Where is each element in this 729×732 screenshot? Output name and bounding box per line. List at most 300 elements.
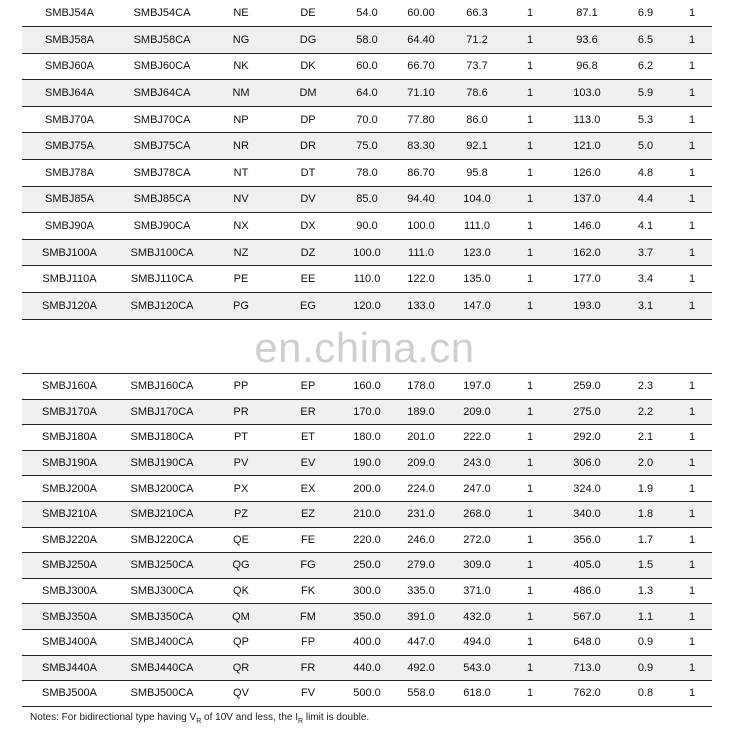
table-row <box>22 106 712 133</box>
table-cell: 340.0 <box>555 501 619 527</box>
table-cell: 64.40 <box>393 27 449 54</box>
table-cell: 1 <box>505 133 555 160</box>
table-cell: 1 <box>505 553 555 579</box>
table-cell: 126.0 <box>555 160 619 187</box>
table-cell: SMBJ110A <box>22 266 117 293</box>
table-cell: NE <box>207 0 275 27</box>
table-cell: 1 <box>672 239 712 266</box>
table-cell: 87.1 <box>555 0 619 27</box>
table-cell: 1 <box>672 374 712 400</box>
table-cell: QR <box>207 655 275 681</box>
table-cell: 391.0 <box>393 604 449 630</box>
table-cell: 5.3 <box>619 106 672 133</box>
table-cell: 5.9 <box>619 80 672 107</box>
table-row <box>22 133 712 160</box>
table-cell: 1 <box>672 604 712 630</box>
table-cell: 440.0 <box>341 655 393 681</box>
table-cell: 648.0 <box>555 629 619 655</box>
table-row <box>22 27 712 54</box>
table-cell: 121.0 <box>555 133 619 160</box>
table-cell: 170.0 <box>341 399 393 425</box>
table-cell: SMBJ160A <box>22 374 117 400</box>
table-cell: 1.3 <box>619 578 672 604</box>
table-cell: 1 <box>672 27 712 54</box>
table-cell: NZ <box>207 239 275 266</box>
table-row <box>22 374 712 400</box>
table-cell: 2.2 <box>619 399 672 425</box>
table-row <box>22 476 712 502</box>
table-cell: SMBJ160CA <box>117 374 207 400</box>
table-cell: EG <box>275 293 341 320</box>
table-cell: 93.6 <box>555 27 619 54</box>
table-cell: SMBJ170A <box>22 399 117 425</box>
table-row <box>22 450 712 476</box>
table-cell: 104.0 <box>449 186 505 213</box>
table-cell: SMBJ440CA <box>117 655 207 681</box>
table-cell: DX <box>275 213 341 240</box>
footnote-middle: of 10V and less, the I <box>201 712 298 723</box>
table-cell: 1.5 <box>619 553 672 579</box>
table-cell: 92.1 <box>449 133 505 160</box>
table-cell: PG <box>207 293 275 320</box>
table-cell: 494.0 <box>449 629 505 655</box>
table-row <box>22 186 712 213</box>
table-cell: QV <box>207 681 275 707</box>
table-cell: 197.0 <box>449 374 505 400</box>
table-cell: 1 <box>505 655 555 681</box>
table-cell: 90.0 <box>341 213 393 240</box>
table-row <box>22 425 712 451</box>
table-cell: PE <box>207 266 275 293</box>
table-cell: EP <box>275 374 341 400</box>
table-cell: NP <box>207 106 275 133</box>
table-cell: 77.80 <box>393 106 449 133</box>
table-cell: 3.4 <box>619 266 672 293</box>
table-cell: 1 <box>672 578 712 604</box>
table-cell: SMBJ70CA <box>117 106 207 133</box>
table-cell: 405.0 <box>555 553 619 579</box>
table-cell: 1 <box>672 425 712 451</box>
table-cell: SMBJ210A <box>22 501 117 527</box>
table-cell: NV <box>207 186 275 213</box>
table-cell: 95.8 <box>449 160 505 187</box>
table-cell: 268.0 <box>449 501 505 527</box>
table-cell: SMBJ300A <box>22 578 117 604</box>
table-cell: 1 <box>672 266 712 293</box>
table-cell: 558.0 <box>393 681 449 707</box>
table-cell: 1 <box>672 629 712 655</box>
table-cell: 1 <box>672 133 712 160</box>
table-cell: 70.0 <box>341 106 393 133</box>
table-cell: 432.0 <box>449 604 505 630</box>
table-cell: 292.0 <box>555 425 619 451</box>
table-cell: 193.0 <box>555 293 619 320</box>
footnote-sub-r1: R <box>196 718 202 725</box>
table-cell: 762.0 <box>555 681 619 707</box>
table-cell: SMBJ120A <box>22 293 117 320</box>
table-cell: 100.0 <box>393 213 449 240</box>
table-cell: 64.0 <box>341 80 393 107</box>
table-cell: SMBJ170CA <box>117 399 207 425</box>
table-cell: SMBJ60CA <box>117 53 207 80</box>
table-cell: SMBJ200A <box>22 476 117 502</box>
table-cell: SMBJ500CA <box>117 681 207 707</box>
table-cell: 6.5 <box>619 27 672 54</box>
table-cell: NT <box>207 160 275 187</box>
table-cell: SMBJ60A <box>22 53 117 80</box>
table-cell: 190.0 <box>341 450 393 476</box>
table-cell: DR <box>275 133 341 160</box>
table-cell: 1 <box>672 681 712 707</box>
table-cell: 133.0 <box>393 293 449 320</box>
table-cell: 1 <box>672 527 712 553</box>
table-cell: SMBJ78A <box>22 160 117 187</box>
table-cell: 1 <box>505 293 555 320</box>
table-cell: 209.0 <box>393 450 449 476</box>
table-cell: SMBJ100CA <box>117 239 207 266</box>
table-cell: PP <box>207 374 275 400</box>
table-cell: 75.0 <box>341 133 393 160</box>
table-cell: SMBJ190A <box>22 450 117 476</box>
table-row <box>22 578 712 604</box>
table-cell: SMBJ90A <box>22 213 117 240</box>
table-cell: 78.0 <box>341 160 393 187</box>
table-cell: 335.0 <box>393 578 449 604</box>
table-cell: SMBJ400CA <box>117 629 207 655</box>
table-cell: 78.6 <box>449 80 505 107</box>
table-cell: PZ <box>207 501 275 527</box>
table-cell: DK <box>275 53 341 80</box>
table-cell: 250.0 <box>341 553 393 579</box>
table-cell: 1 <box>505 374 555 400</box>
table-cell: 1 <box>672 53 712 80</box>
table-cell: 1 <box>505 80 555 107</box>
table-cell: SMBJ64A <box>22 80 117 107</box>
table-cell: 1 <box>505 476 555 502</box>
table-cell: FE <box>275 527 341 553</box>
table-cell: DV <box>275 186 341 213</box>
table-cell: QP <box>207 629 275 655</box>
table-cell: ER <box>275 399 341 425</box>
table-cell: EE <box>275 266 341 293</box>
table-cell: 123.0 <box>449 239 505 266</box>
table-cell: 1 <box>505 160 555 187</box>
table-cell: SMBJ85A <box>22 186 117 213</box>
table-cell: 350.0 <box>341 604 393 630</box>
table-cell: NR <box>207 133 275 160</box>
table-cell: 618.0 <box>449 681 505 707</box>
table-cell: FV <box>275 681 341 707</box>
table-cell: 1.7 <box>619 527 672 553</box>
table-cell: NK <box>207 53 275 80</box>
table-cell: SMBJ350CA <box>117 604 207 630</box>
table-cell: SMBJ120CA <box>117 293 207 320</box>
table-cell: 500.0 <box>341 681 393 707</box>
table-cell: 1 <box>505 27 555 54</box>
table-cell: 222.0 <box>449 425 505 451</box>
table-cell: 209.0 <box>449 399 505 425</box>
table-cell: 160.0 <box>341 374 393 400</box>
table-cell: 224.0 <box>393 476 449 502</box>
table-cell: 447.0 <box>393 629 449 655</box>
table-cell: 1 <box>505 239 555 266</box>
table-cell: 1 <box>505 53 555 80</box>
table-cell: 60.00 <box>393 0 449 27</box>
table-cell: SMBJ64CA <box>117 80 207 107</box>
table-row <box>22 399 712 425</box>
table-cell: FG <box>275 553 341 579</box>
table-cell: SMBJ250CA <box>117 553 207 579</box>
table-cell: QE <box>207 527 275 553</box>
table-cell: SMBJ200CA <box>117 476 207 502</box>
table-cell: 1 <box>672 186 712 213</box>
table-row <box>22 0 712 27</box>
table-cell: SMBJ190CA <box>117 450 207 476</box>
table-cell: SMBJ58A <box>22 27 117 54</box>
table-cell: 122.0 <box>393 266 449 293</box>
table-cell: 1 <box>505 266 555 293</box>
table-cell: 1 <box>505 186 555 213</box>
table-cell: 4.1 <box>619 213 672 240</box>
table-cell: 486.0 <box>555 578 619 604</box>
table-row <box>22 213 712 240</box>
table-cell: 6.2 <box>619 53 672 80</box>
table-cell: 1 <box>505 450 555 476</box>
table-cell: QK <box>207 578 275 604</box>
table-cell: PX <box>207 476 275 502</box>
table-cell: 272.0 <box>449 527 505 553</box>
table-cell: NM <box>207 80 275 107</box>
table-cell: 1.8 <box>619 501 672 527</box>
table-cell: 1.9 <box>619 476 672 502</box>
table-cell: 83.30 <box>393 133 449 160</box>
table-cell: 1 <box>672 293 712 320</box>
table-cell: 1 <box>505 681 555 707</box>
table-cell: 58.0 <box>341 27 393 54</box>
table-cell: 1 <box>672 80 712 107</box>
table-cell: SMBJ54CA <box>117 0 207 27</box>
table-cell: 96.8 <box>555 53 619 80</box>
table-cell: DG <box>275 27 341 54</box>
table-cell: 567.0 <box>555 604 619 630</box>
table-cell: 1 <box>672 655 712 681</box>
table-cell: 180.0 <box>341 425 393 451</box>
table-row <box>22 553 712 579</box>
table-cell: 1.1 <box>619 604 672 630</box>
table-cell: 146.0 <box>555 213 619 240</box>
table-cell: 189.0 <box>393 399 449 425</box>
table-cell: 1 <box>505 106 555 133</box>
table-cell: SMBJ85CA <box>117 186 207 213</box>
table-cell: 1 <box>505 0 555 27</box>
table-cell: 275.0 <box>555 399 619 425</box>
table-cell: 1 <box>505 425 555 451</box>
table-cell: 0.9 <box>619 629 672 655</box>
table-cell: 1 <box>505 629 555 655</box>
table-cell: 279.0 <box>393 553 449 579</box>
table-cell: 1 <box>672 450 712 476</box>
table-cell: SMBJ500A <box>22 681 117 707</box>
table-cell: FM <box>275 604 341 630</box>
table-cell: 492.0 <box>393 655 449 681</box>
table-cell: 1 <box>505 578 555 604</box>
table-cell: 259.0 <box>555 374 619 400</box>
table-cell: 1 <box>672 553 712 579</box>
table-cell: 1 <box>505 399 555 425</box>
table-cell: 1 <box>672 501 712 527</box>
table-cell: 4.8 <box>619 160 672 187</box>
table-cell: 60.0 <box>341 53 393 80</box>
table-cell: SMBJ58CA <box>117 27 207 54</box>
table-cell: 1 <box>672 213 712 240</box>
table-cell: 1 <box>672 399 712 425</box>
table-row <box>22 293 712 320</box>
table-cell: 113.0 <box>555 106 619 133</box>
table-cell: SMBJ300CA <box>117 578 207 604</box>
table-cell: 177.0 <box>555 266 619 293</box>
footnote-prefix: Notes: For bidirectional type having V <box>30 712 197 723</box>
table-cell: 94.40 <box>393 186 449 213</box>
table-cell: 201.0 <box>393 425 449 451</box>
table-cell: 162.0 <box>555 239 619 266</box>
table-cell: SMBJ180CA <box>117 425 207 451</box>
table-cell: EV <box>275 450 341 476</box>
table-row <box>22 604 712 630</box>
table-cell: SMBJ75A <box>22 133 117 160</box>
table-row <box>22 629 712 655</box>
table-cell: 1 <box>672 160 712 187</box>
table-cell: PT <box>207 425 275 451</box>
table-cell: SMBJ54A <box>22 0 117 27</box>
table-cell: 220.0 <box>341 527 393 553</box>
table-cell: 306.0 <box>555 450 619 476</box>
table-cell: 73.7 <box>449 53 505 80</box>
table-row <box>22 53 712 80</box>
table-cell: 66.3 <box>449 0 505 27</box>
table-cell: SMBJ90CA <box>117 213 207 240</box>
table-cell: 0.9 <box>619 655 672 681</box>
table-cell: 371.0 <box>449 578 505 604</box>
table-cell: 1 <box>672 0 712 27</box>
spec-table-bottom <box>22 373 712 707</box>
table-cell: 1 <box>505 501 555 527</box>
watermark: en.china.cn <box>254 324 475 371</box>
table-cell: ET <box>275 425 341 451</box>
table-cell: SMBJ180A <box>22 425 117 451</box>
footnote-sub-r2: R <box>298 718 304 725</box>
table-row <box>22 266 712 293</box>
table-cell: 178.0 <box>393 374 449 400</box>
table-cell: 6.9 <box>619 0 672 27</box>
table-cell: 3.7 <box>619 239 672 266</box>
table-cell: SMBJ100A <box>22 239 117 266</box>
table-cell: 86.0 <box>449 106 505 133</box>
table-cell: 246.0 <box>393 527 449 553</box>
table-cell: DP <box>275 106 341 133</box>
table-cell: 1 <box>505 213 555 240</box>
table-cell: FK <box>275 578 341 604</box>
table-row <box>22 527 712 553</box>
table-cell: SMBJ350A <box>22 604 117 630</box>
table-cell: 135.0 <box>449 266 505 293</box>
table-cell: 103.0 <box>555 80 619 107</box>
table-cell: SMBJ78CA <box>117 160 207 187</box>
table-cell: SMBJ440A <box>22 655 117 681</box>
table-cell: DT <box>275 160 341 187</box>
table-cell: 0.8 <box>619 681 672 707</box>
table-cell: 247.0 <box>449 476 505 502</box>
table-cell: 147.0 <box>449 293 505 320</box>
table-cell: SMBJ70A <box>22 106 117 133</box>
table-cell: 300.0 <box>341 578 393 604</box>
table-cell: DM <box>275 80 341 107</box>
table-row <box>22 501 712 527</box>
table-cell: FR <box>275 655 341 681</box>
table-cell: 400.0 <box>341 629 393 655</box>
table-cell: 71.10 <box>393 80 449 107</box>
table-cell: SMBJ75CA <box>117 133 207 160</box>
table-row <box>22 160 712 187</box>
table-cell: 71.2 <box>449 27 505 54</box>
table-row <box>22 80 712 107</box>
table-cell: 243.0 <box>449 450 505 476</box>
table-cell: PR <box>207 399 275 425</box>
table-cell: 309.0 <box>449 553 505 579</box>
table-cell: 2.0 <box>619 450 672 476</box>
table-cell: 1 <box>672 106 712 133</box>
table-cell: SMBJ220CA <box>117 527 207 553</box>
table-cell: 86.70 <box>393 160 449 187</box>
table-cell: 713.0 <box>555 655 619 681</box>
spec-table-top <box>22 0 712 320</box>
table-cell: SMBJ220A <box>22 527 117 553</box>
table-cell: 4.4 <box>619 186 672 213</box>
table-cell: 324.0 <box>555 476 619 502</box>
table-cell: 100.0 <box>341 239 393 266</box>
table-cell: 1 <box>505 604 555 630</box>
table-cell: 85.0 <box>341 186 393 213</box>
table-cell: 110.0 <box>341 266 393 293</box>
table-cell: DE <box>275 0 341 27</box>
table-cell: EX <box>275 476 341 502</box>
table-row <box>22 681 712 707</box>
table-cell: QM <box>207 604 275 630</box>
table-cell: SMBJ210CA <box>117 501 207 527</box>
table-cell: SMBJ250A <box>22 553 117 579</box>
footnote <box>30 712 369 725</box>
table-cell: 2.3 <box>619 374 672 400</box>
table-cell: 1 <box>672 476 712 502</box>
table-cell: 3.1 <box>619 293 672 320</box>
table-cell: EZ <box>275 501 341 527</box>
table-cell: 210.0 <box>341 501 393 527</box>
table-cell: DZ <box>275 239 341 266</box>
table-row <box>22 655 712 681</box>
table-cell: 54.0 <box>341 0 393 27</box>
table-cell: PV <box>207 450 275 476</box>
table-cell: QG <box>207 553 275 579</box>
table-cell: 1 <box>505 527 555 553</box>
table-cell: 137.0 <box>555 186 619 213</box>
table-cell: 5.0 <box>619 133 672 160</box>
table-cell: 111.0 <box>449 213 505 240</box>
table-cell: 66.70 <box>393 53 449 80</box>
table-cell: 200.0 <box>341 476 393 502</box>
table-cell: NG <box>207 27 275 54</box>
table-cell: SMBJ400A <box>22 629 117 655</box>
table-cell: 231.0 <box>393 501 449 527</box>
table-cell: 356.0 <box>555 527 619 553</box>
